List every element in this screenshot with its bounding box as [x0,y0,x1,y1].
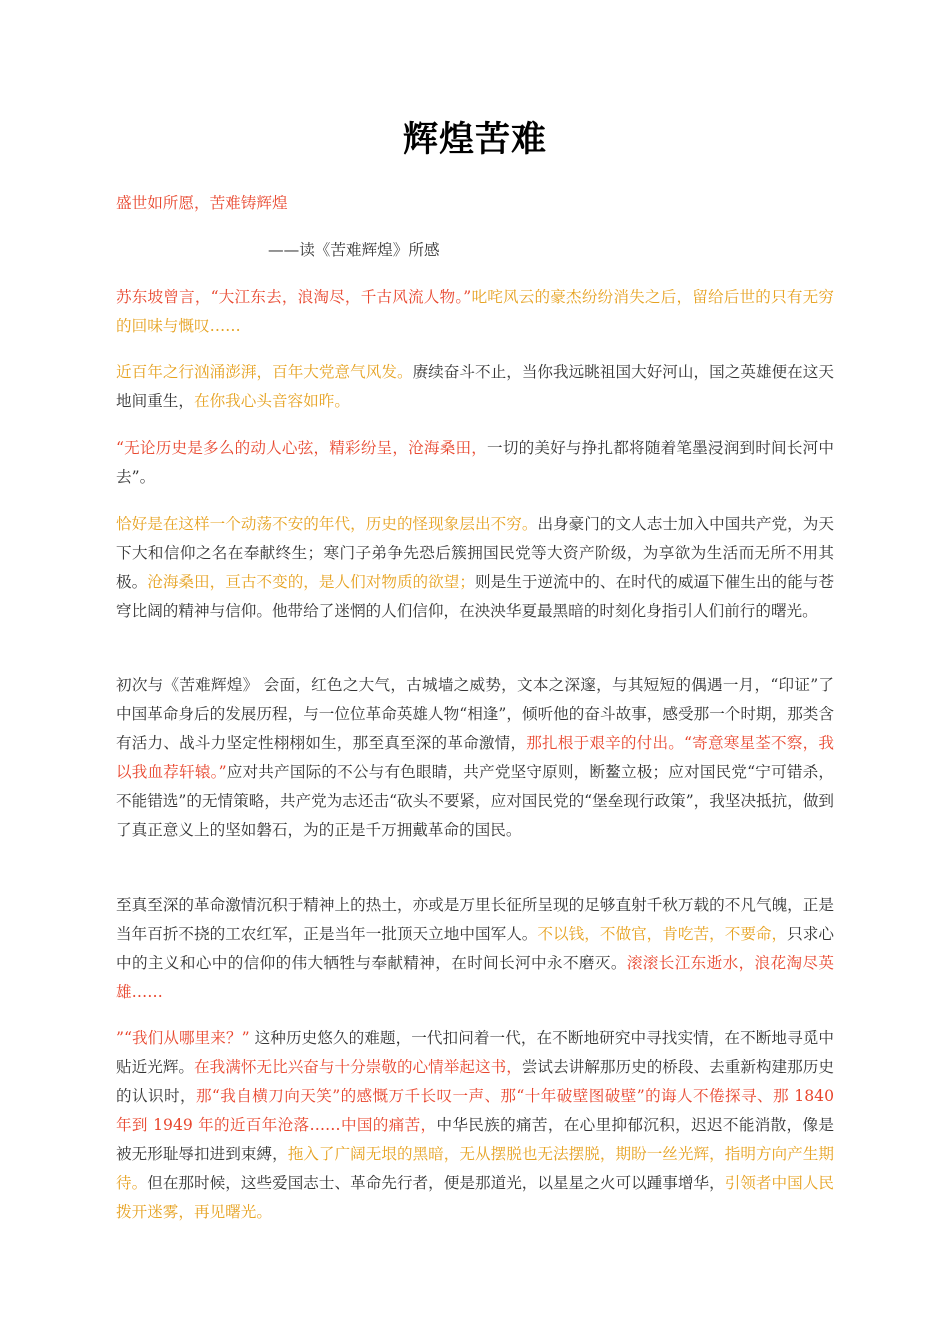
text-run: 滚滚长江东逝水，浪花淘尽英雄…… [116,954,834,1001]
text-run: 近百年之行汹涌澎湃，百年大党意气风发。 [116,363,413,381]
text-run: “无论历史是多么的动人心弦，精彩纷呈，沧海桑田， [116,439,488,457]
paragraph-2 [116,283,834,341]
text-run: 尝试去讲解那历史的桥段、去重新构建那历史的认识时， [116,1058,834,1105]
text-run: 只求心中的主义和心中的信仰的伟大牺牲与奉献精神，在时间长河中永不磨灭。 [116,925,834,972]
text-run: 在我满怀无比兴奋与十分崇敬的心情举起这书， [194,1058,522,1076]
paragraph-7 [116,891,834,1007]
text-run: 叱咤风云的豪杰纷纷消失之后，留给后世的只有无穷的回味与慨叹…… [116,288,834,335]
paragraph-4 [116,434,834,492]
page-title: 辉煌苦难 [402,120,547,160]
paragraph-6 [116,671,834,845]
paragraph-8 [116,1024,834,1227]
text-run: 赓续奋斗不止，当你我远眺祖国大好河山，国之英雄便在这天地间重生， [116,363,834,410]
text-run: 盛世如所愿，苦难铸辉煌 [116,194,288,212]
text-run: 一切的美好与挣扎都将随着笔墨浸润到时间长河中去”。 [116,439,834,486]
text-run: 引领者中国人民拨开迷雾，再见曙光。 [116,1174,834,1221]
text-run: 但在那时候，这些爱国志士、革命先行者，便是那道光，以星星之火可以踵事增华， [147,1174,725,1192]
text-run: 不以钱，不做官，肯吃苦，不要命， [537,925,788,943]
text-run: 那扎根于艰辛的付出。“寄意寒星荃不察，我以我血荐轩辕。” [116,734,834,781]
text-run: 沧海桑田，亘古不变的，是人们对物质的欲望； [147,573,475,591]
text-run: 中华民族的痛苦，在心里抑郁沉积，迟迟不能消散，像是被无形耻辱扣进到束縛， [116,1116,834,1163]
text-run: 恰好是在这样一个动荡不安的年代，历史的怪现象层出不穷。 [116,515,538,533]
text-run: 这种历史悠久的难题，一代扣问着一代，在不断地研究中寻找实情，在不断地寻觅中贴近光辉。 [116,1029,834,1076]
text-run: 则是生于逆流中的、在时代的威逼下催生出的能与苍穹比阔的精神与信仰。他带给了迷惘的人们信仰，在泱泱华夏最黑暗的时刻化身指引人们前行的曙光。 [116,573,834,620]
text-run: 苏东坡曾言，“大江东去，浪淘尽，千古风流人物。” [116,288,472,306]
subtitle: ——读《苦难辉煌》所感 [268,241,440,259]
text-run: 应对共产国际的不公与有色眼睛，共产党坚守原则，断鳌立极；应对国民党“宁可错杀，不能错选”的无情策略，共产党为志还击“砍头不要紧，应对国民党的“堡垒现行政策”，我坚决抵抗，做到了真正意义上的坚如磐石，为的正是千万拥戴革命的国民。 [116,763,835,839]
paragraph-5 [116,510,834,626]
text-run: 在你我心头音容如昨。 [193,392,350,410]
text-run: 初次与《苦难辉煌》 会面，红色之大气，古城墙之威势，文本之深邃，与其短短的偶遇一月，“印证”了中国革命身后的发展历程，与一位位革命英雄人物“相逢”，倾听他的奋斗故事，感受那一个时期，那类含有活力、战斗力坚定性栩栩如生，那至真至深的革命激情， [116,676,834,752]
paragraph-3 [116,358,834,416]
text-run: 至真至深的革命激情沉积于精神上的热土，亦或是万里长征所呈现的足够直射千秋万载的不凡气魄，正是当年百折不挠的工农红军，正是当年一批顶天立地中国军人。 [116,896,834,943]
text-run: 拖入了广阔无垠的黑暗，无从摆脱也无法摆脱，期盼一丝光辉，指明方向产生期待。 [116,1145,834,1192]
text-run: 出身豪门的文人志士加入中国共产党，为天下大和信仰之名在奉献终生；寒门子弟争先恐后簇拥国民党等大资产阶级，为享欲为生活而无所不用其极。 [116,515,834,591]
text-run: ”“我们从哪里来？” [116,1029,250,1047]
text-run: 那“我自横刀向天笑”的感慨万千长叹一声、那“十年破壁图破壁”的诲人不倦探寻、那 1840 年到 1949 年的近百年沧落……中国的痛苦， [116,1087,834,1134]
paragraph-1 [116,189,834,218]
